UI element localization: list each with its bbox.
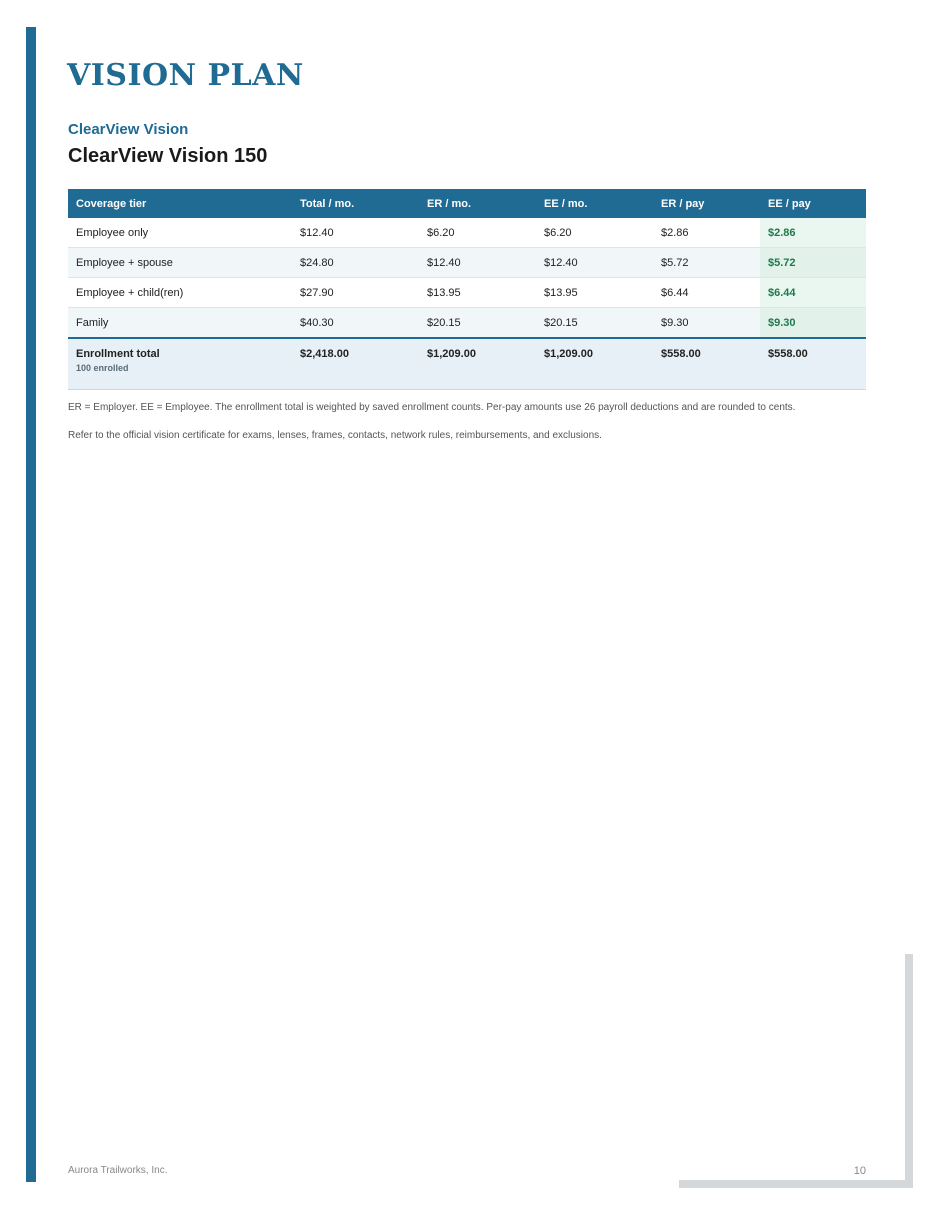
er-pay-cell: $9.30 [653,308,760,339]
ee-pay-cell: $6.44 [760,278,866,308]
table-row [68,248,866,278]
enrollment-total-label: Enrollment total [76,348,160,360]
total-mo-cell: $12.40 [292,218,419,248]
total-er-mo-cell: $1,209.00 [419,338,536,390]
ee-pay-cell: $5.72 [760,248,866,278]
header-er-mo: ER / mo. [419,189,536,218]
enrollment-total-label-cell [68,338,292,390]
table-row [68,218,866,248]
abbreviation-note: ER = Employer. EE = Employee. The enrollment total is weighted by saved enrollment counts. Per-pay amounts use 26 payroll deductions and are rounded to cents. [68,402,796,413]
plan-name: ClearView Vision 150 [68,145,268,167]
total-mo-cell: $40.30 [292,308,419,339]
header-coverage-tier: Coverage tier [68,189,292,218]
certificate-note: Refer to the official vision certificate for exams, lenses, frames, contacts, network rules, reimbursements, and exclusions. [68,430,602,441]
er-mo-cell: $12.40 [419,248,536,278]
total-er-pay-cell: $558.00 [653,338,760,390]
header-ee-pay: EE / pay [760,189,866,218]
table-row [68,308,866,339]
er-pay-cell: $5.72 [653,248,760,278]
er-pay-cell: $2.86 [653,218,760,248]
ee-pay-cell: $2.86 [760,218,866,248]
coverage-tier-cell: Employee + spouse [68,248,292,278]
header-er-pay: ER / pay [653,189,760,218]
footer-company: Aurora Trailworks, Inc. [68,1165,168,1176]
ee-mo-cell: $6.20 [536,218,653,248]
header-ee-mo: EE / mo. [536,189,653,218]
er-pay-cell: $6.44 [653,278,760,308]
total-mo-cell: $24.80 [292,248,419,278]
er-mo-cell: $13.95 [419,278,536,308]
coverage-tier-cell: Employee only [68,218,292,248]
ee-mo-cell: $13.95 [536,278,653,308]
ee-mo-cell: $20.15 [536,308,653,339]
coverage-tier-cell: Family [68,308,292,339]
ee-pay-cell: $9.30 [760,308,866,339]
ee-mo-cell: $12.40 [536,248,653,278]
er-mo-cell: $6.20 [419,218,536,248]
page-number: 10 [853,1165,866,1177]
page-corner-shadow-vertical [905,954,913,1188]
page-title: VISION PLAN [67,58,304,93]
er-mo-cell: $20.15 [419,308,536,339]
left-accent-bar [26,27,36,1182]
total-ee-mo-cell: $1,209.00 [536,338,653,390]
total-ee-pay-cell: $558.00 [760,338,866,390]
total-total-mo-cell: $2,418.00 [292,338,419,390]
enrollment-total-row [68,338,866,390]
header-total-mo: Total / mo. [292,189,419,218]
carrier-name: ClearView Vision [68,121,189,138]
rates-table [68,189,866,390]
page-corner-shadow-horizontal [679,1180,913,1188]
coverage-tier-cell: Employee + child(ren) [68,278,292,308]
total-mo-cell: $27.90 [292,278,419,308]
table-row [68,278,866,308]
table-header-row [68,189,866,218]
enrolled-count: 100 enrolled [76,363,129,373]
